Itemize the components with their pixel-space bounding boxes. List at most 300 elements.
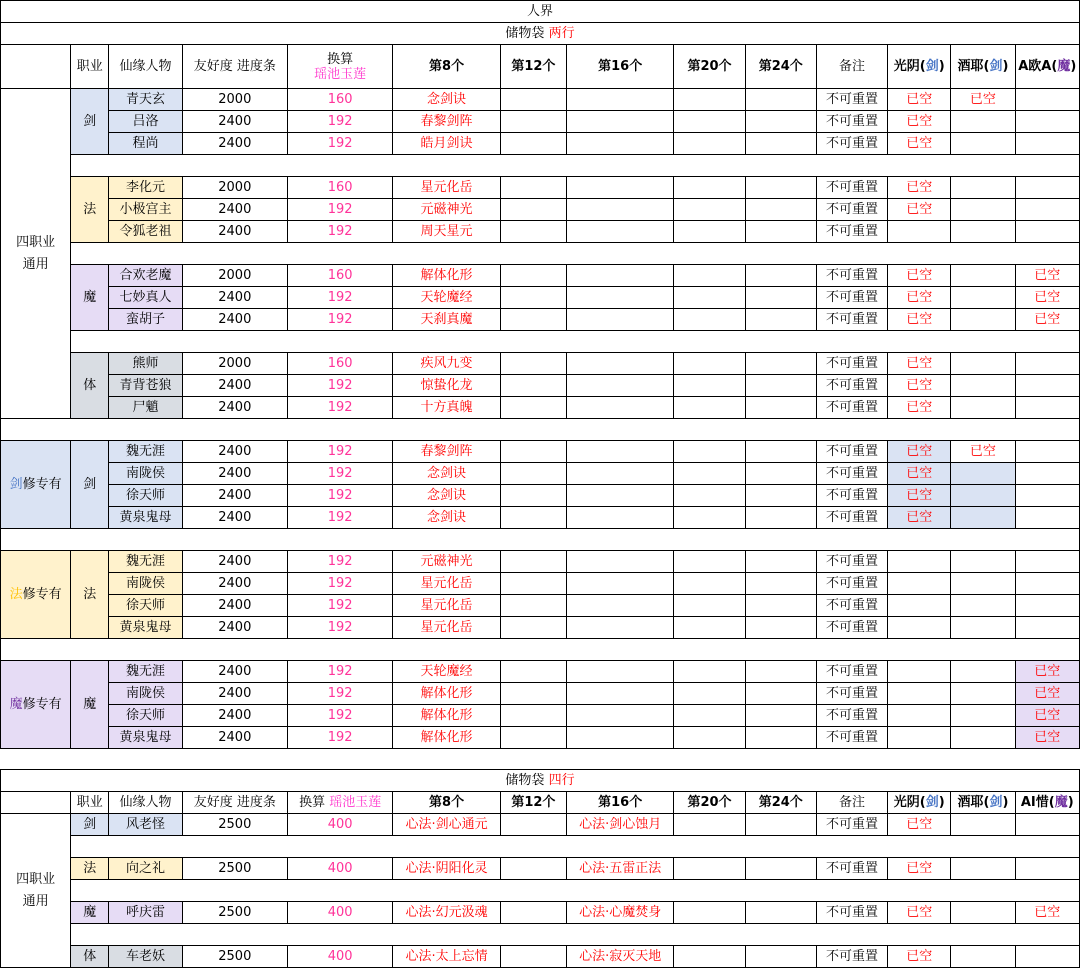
- jiuye-status: [951, 727, 1015, 749]
- slot-16: [566, 177, 673, 199]
- slot-24: [745, 375, 816, 397]
- skill-8: 念剑诀: [393, 485, 500, 507]
- slot-20: [674, 199, 745, 221]
- favor-value: 2400: [182, 133, 287, 155]
- jiuye-status: [951, 705, 1015, 727]
- aix-status: [1015, 858, 1079, 880]
- convert-value: 192: [288, 573, 393, 595]
- table-row: [1, 287, 1080, 309]
- convert-value: 192: [288, 683, 393, 705]
- character-name: 南陇侯: [109, 463, 182, 485]
- slot-24: [745, 705, 816, 727]
- slot-24: [745, 309, 816, 331]
- slot-20: [674, 397, 745, 419]
- aoa-status: 已空: [1015, 287, 1079, 309]
- character-name: 黄泉鬼母: [109, 727, 182, 749]
- table-row: [1, 375, 1080, 397]
- convert-value: 400: [288, 902, 393, 924]
- convert-value: 192: [288, 661, 393, 683]
- character-name: 蛮胡子: [109, 309, 182, 331]
- jian-special-label-job: 剑: [9, 477, 23, 492]
- aoa-status: [1015, 485, 1079, 507]
- fa-special-label-job: 法: [9, 587, 23, 602]
- slot-20: [674, 485, 745, 507]
- slot-12: [500, 199, 566, 221]
- jiuye-status: [951, 573, 1015, 595]
- header2-jiuye-label: 酒耶: [957, 795, 984, 810]
- table-row: [1, 705, 1080, 727]
- job-cell: 体: [71, 353, 109, 419]
- convert-value: 192: [288, 485, 393, 507]
- jiuye-status: 已空: [951, 441, 1015, 463]
- skill-16: 心法·剑心蚀月: [566, 814, 673, 836]
- convert-value: 192: [288, 595, 393, 617]
- slot-12: [500, 397, 566, 419]
- jiuye-status: [951, 111, 1015, 133]
- jiuye-status: [951, 375, 1015, 397]
- note-cell: 不可重置: [816, 397, 887, 419]
- favor-value: 2400: [182, 705, 287, 727]
- header-convert-unit: 瑶池玉莲: [314, 66, 367, 82]
- note-cell: 不可重置: [816, 946, 887, 968]
- header-aoa: A欧A(魔): [1015, 45, 1079, 89]
- skill-8: 天轮魔经: [393, 287, 500, 309]
- table-row: [1, 353, 1080, 375]
- slot-12: [500, 221, 566, 243]
- favor-value: 2400: [182, 727, 287, 749]
- favor-value: 2400: [182, 595, 287, 617]
- spacer-cell: [71, 331, 1080, 353]
- note-cell: 不可重置: [816, 133, 887, 155]
- job-cell: 剑: [71, 814, 109, 836]
- slot-20: [674, 309, 745, 331]
- table-row: [1, 858, 1080, 880]
- favor-value: 2500: [182, 814, 287, 836]
- character-name: 尸魈: [109, 397, 182, 419]
- slot-12: [500, 507, 566, 529]
- aoa-status: [1015, 177, 1079, 199]
- note-cell: 不可重置: [816, 551, 887, 573]
- skill-8: 星元化岳: [393, 617, 500, 639]
- slot-20: [674, 705, 745, 727]
- aoa-status: [1015, 221, 1079, 243]
- slot-24: [745, 595, 816, 617]
- note-cell: 不可重置: [816, 902, 887, 924]
- aoa-status: [1015, 111, 1079, 133]
- spacer-row: [1, 639, 1080, 661]
- note-cell: 不可重置: [816, 177, 887, 199]
- character-name: 小极宫主: [109, 199, 182, 221]
- table-row: [1, 265, 1080, 287]
- slot-16: [566, 133, 673, 155]
- slot-16: [566, 397, 673, 419]
- convert-value: 192: [288, 221, 393, 243]
- favor-value: 2500: [182, 858, 287, 880]
- spacer-cell: [71, 243, 1080, 265]
- spacer-row: [1, 419, 1080, 441]
- slot-16: [566, 111, 673, 133]
- convert-value: 400: [288, 858, 393, 880]
- slot-12: [500, 902, 566, 924]
- note-cell: 不可重置: [816, 573, 887, 595]
- favor-value: 2400: [182, 287, 287, 309]
- slot-20: [674, 353, 745, 375]
- jiuye-status: 已空: [951, 89, 1015, 111]
- section-title-suffix: 两行: [548, 26, 575, 41]
- favor-value: 2400: [182, 485, 287, 507]
- spacer-cell: [71, 880, 1080, 902]
- character-name: 黄泉鬼母: [109, 507, 182, 529]
- skill-8: 元磁神光: [393, 199, 500, 221]
- convert-value: 160: [288, 89, 393, 111]
- slot-20: [674, 617, 745, 639]
- favor-value: 2000: [182, 89, 287, 111]
- guangyin-status: [888, 617, 951, 639]
- job-cell: 体: [71, 946, 109, 968]
- slot-16: [566, 309, 673, 331]
- page-title: 人界: [1, 1, 1080, 23]
- slot-16: [566, 705, 673, 727]
- blank-header: [1, 45, 71, 89]
- note-cell: 不可重置: [816, 661, 887, 683]
- slot-12: [500, 309, 566, 331]
- guangyin-status: [888, 573, 951, 595]
- slot-16: [566, 595, 673, 617]
- table-row: [1, 485, 1080, 507]
- spacer-cell: [71, 836, 1080, 858]
- header2-convert-unit: 瑶池玉莲: [329, 795, 382, 810]
- skill-8: 疾风九变: [393, 353, 500, 375]
- jian-special-label-rest: 修专有: [22, 477, 62, 492]
- guangyin-status: 已空: [888, 858, 951, 880]
- convert-value: 160: [288, 353, 393, 375]
- guangyin-status: 已空: [888, 89, 951, 111]
- favor-value: 2000: [182, 265, 287, 287]
- job-cell: 剑: [71, 89, 109, 155]
- slot-12: [500, 617, 566, 639]
- slot-20: [674, 375, 745, 397]
- slot-16: [566, 727, 673, 749]
- slot-24: [745, 397, 816, 419]
- jiuye-status: [951, 221, 1015, 243]
- jiuye-status: [951, 287, 1015, 309]
- section2-title-prefix: 储物袋: [505, 773, 549, 788]
- slot-12: [500, 946, 566, 968]
- aoa-status: [1015, 551, 1079, 573]
- spacer-cell: [1, 529, 1080, 551]
- jian-special-label: [1, 441, 71, 529]
- note-cell: 不可重置: [816, 485, 887, 507]
- slot-20: [674, 133, 745, 155]
- guangyin-status: 已空: [888, 353, 951, 375]
- favor-value: 2000: [182, 353, 287, 375]
- aoa-status: 已空: [1015, 309, 1079, 331]
- mo-special-label: [1, 661, 71, 749]
- table-row: [1, 595, 1080, 617]
- guangyin-status: [888, 595, 951, 617]
- header-aoa-tag: 魔: [1057, 59, 1071, 74]
- character-name: 徐天师: [109, 705, 182, 727]
- favor-value: 2400: [182, 683, 287, 705]
- character-name: 风老怪: [109, 814, 182, 836]
- header2-fav: 友好度 进度条: [182, 792, 287, 814]
- table-row: [1, 199, 1080, 221]
- skill-8: 春黎剑阵: [393, 441, 500, 463]
- favor-value: 2400: [182, 551, 287, 573]
- slot-20: [674, 946, 745, 968]
- guangyin-status: [888, 551, 951, 573]
- header-jiuye-label: 酒耶: [957, 59, 984, 74]
- slot-20: [674, 727, 745, 749]
- aoa-status: 已空: [1015, 661, 1079, 683]
- slot-20: [674, 287, 745, 309]
- favor-value: 2500: [182, 946, 287, 968]
- header2-c8: 第8个: [393, 792, 500, 814]
- slot-12: [500, 463, 566, 485]
- jiuye-status: [951, 199, 1015, 221]
- spacer-row: [1, 529, 1080, 551]
- convert-value: 192: [288, 309, 393, 331]
- slot-12: [500, 595, 566, 617]
- guangyin-status: 已空: [888, 309, 951, 331]
- jiuye-status: [951, 133, 1015, 155]
- table-row: [1, 177, 1080, 199]
- character-name: 程尚: [109, 133, 182, 155]
- note-cell: 不可重置: [816, 683, 887, 705]
- header2-jiuye: 酒耶(剑): [951, 792, 1015, 814]
- slot-24: [745, 858, 816, 880]
- character-name: 青背苍狼: [109, 375, 182, 397]
- skill-8: 周天星元: [393, 221, 500, 243]
- table-row: [1, 309, 1080, 331]
- note-cell: 不可重置: [816, 111, 887, 133]
- skill-8: 天刹真魔: [393, 309, 500, 331]
- slot-20: [674, 902, 745, 924]
- slot-20: [674, 814, 745, 836]
- slot-24: [745, 199, 816, 221]
- character-name: 徐天师: [109, 485, 182, 507]
- guangyin-status: 已空: [888, 111, 951, 133]
- slot-24: [745, 814, 816, 836]
- table-row: [1, 617, 1080, 639]
- aoa-status: [1015, 573, 1079, 595]
- note-cell: 不可重置: [816, 858, 887, 880]
- aoa-status: [1015, 441, 1079, 463]
- header2-convert-label: 换算: [299, 795, 326, 810]
- slot-20: [674, 507, 745, 529]
- slot-20: [674, 573, 745, 595]
- aoa-status: 已空: [1015, 705, 1079, 727]
- header2-guangyin-tag: 剑: [925, 795, 939, 810]
- note-cell: 不可重置: [816, 617, 887, 639]
- spacer-cell: [1, 419, 1080, 441]
- skill-8: 心法·幻元汲魂: [393, 902, 500, 924]
- aoa-status: 已空: [1015, 727, 1079, 749]
- mo-special-label-job: 魔: [9, 697, 23, 712]
- note-cell: 不可重置: [816, 705, 887, 727]
- convert-value: 192: [288, 705, 393, 727]
- slot-24: [745, 463, 816, 485]
- aoa-status: 已空: [1015, 683, 1079, 705]
- skill-8: 解体化形: [393, 727, 500, 749]
- note-cell: 不可重置: [816, 221, 887, 243]
- section-title-prefix: 储物袋: [505, 26, 549, 41]
- slot-24: [745, 265, 816, 287]
- slot-24: [745, 902, 816, 924]
- skill-8: 念剑诀: [393, 89, 500, 111]
- character-name: 车老妖: [109, 946, 182, 968]
- jiuye-status: [951, 902, 1015, 924]
- convert-value: 192: [288, 287, 393, 309]
- note-cell: 不可重置: [816, 309, 887, 331]
- aoa-status: [1015, 463, 1079, 485]
- note-cell: 不可重置: [816, 814, 887, 836]
- guangyin-status: 已空: [888, 902, 951, 924]
- header-c24: 第24个: [745, 45, 816, 89]
- favor-value: 2400: [182, 221, 287, 243]
- table-row: [1, 133, 1080, 155]
- skill-8: 念剑诀: [393, 507, 500, 529]
- spacer-row: [1, 880, 1080, 902]
- note-cell: 不可重置: [816, 265, 887, 287]
- slot-24: [745, 89, 816, 111]
- header-guangyin-label: 光阴: [893, 59, 920, 74]
- header-jiuye: 酒耶(剑): [951, 45, 1015, 89]
- slot-12: [500, 485, 566, 507]
- convert-value: 192: [288, 111, 393, 133]
- jiuye-status: [951, 946, 1015, 968]
- slot-24: [745, 133, 816, 155]
- section-title: [1, 23, 1080, 45]
- header2-c12: 第12个: [500, 792, 566, 814]
- convert-value: 192: [288, 507, 393, 529]
- jiuye-status: [951, 309, 1015, 331]
- header-fav: 友好度 进度条: [182, 45, 287, 89]
- jiuye-status: [951, 177, 1015, 199]
- guangyin-status: 已空: [888, 287, 951, 309]
- guangyin-status: 已空: [888, 946, 951, 968]
- guangyin-status: [888, 221, 951, 243]
- header-convert: [288, 45, 393, 89]
- aoa-status: [1015, 199, 1079, 221]
- slot-16: [566, 507, 673, 529]
- character-name: 熊师: [109, 353, 182, 375]
- slot-24: [745, 441, 816, 463]
- table-row: [1, 221, 1080, 243]
- guangyin-status: [888, 661, 951, 683]
- spacer-row: [1, 243, 1080, 265]
- slot-16: [566, 199, 673, 221]
- convert-value: 192: [288, 441, 393, 463]
- character-name: 徐天师: [109, 595, 182, 617]
- mo-special-label-rest: 修专有: [22, 697, 62, 712]
- character-name: 合欢老魔: [109, 265, 182, 287]
- slot-16: [566, 683, 673, 705]
- table-row: [1, 397, 1080, 419]
- header-c12: 第12个: [500, 45, 566, 89]
- favor-value: 2400: [182, 441, 287, 463]
- character-name: 七妙真人: [109, 287, 182, 309]
- convert-value: 192: [288, 551, 393, 573]
- jiuye-status: [951, 551, 1015, 573]
- jiuye-status: [951, 858, 1015, 880]
- slot-20: [674, 551, 745, 573]
- guangyin-status: 已空: [888, 814, 951, 836]
- fa-special-label: [1, 551, 71, 639]
- favor-value: 2400: [182, 199, 287, 221]
- aoa-status: [1015, 617, 1079, 639]
- table-row: [1, 463, 1080, 485]
- favor-value: 2400: [182, 617, 287, 639]
- slot-20: [674, 177, 745, 199]
- slot-12: [500, 133, 566, 155]
- character-name: 魏无涯: [109, 441, 182, 463]
- guangyin-status: 已空: [888, 177, 951, 199]
- character-name: 黄泉鬼母: [109, 617, 182, 639]
- convert-value: 160: [288, 177, 393, 199]
- character-name: 魏无涯: [109, 661, 182, 683]
- header-aoa-label: A欧A: [1018, 59, 1052, 74]
- general2-label-line1: 四职业: [16, 871, 56, 887]
- character-name: 南陇侯: [109, 683, 182, 705]
- job-cell: 魔: [71, 265, 109, 331]
- slot-20: [674, 858, 745, 880]
- skill-8: 解体化形: [393, 705, 500, 727]
- jiuye-status: [951, 507, 1015, 529]
- slot-12: [500, 111, 566, 133]
- skill-8: 念剑诀: [393, 463, 500, 485]
- job-cell: 剑: [71, 441, 109, 529]
- note-cell: 不可重置: [816, 287, 887, 309]
- character-name: 李化元: [109, 177, 182, 199]
- storage-table-four-rows: [0, 769, 1080, 968]
- guangyin-status: 已空: [888, 507, 951, 529]
- fa-special-label-rest: 修专有: [22, 587, 62, 602]
- note-cell: 不可重置: [816, 89, 887, 111]
- slot-16: [566, 287, 673, 309]
- job-cell: 魔: [71, 902, 109, 924]
- skill-8: 春黎剑阵: [393, 111, 500, 133]
- slot-24: [745, 661, 816, 683]
- guangyin-status: 已空: [888, 441, 951, 463]
- slot-16: [566, 551, 673, 573]
- slot-16: [566, 221, 673, 243]
- guangyin-status: 已空: [888, 265, 951, 287]
- aoa-status: 已空: [1015, 265, 1079, 287]
- convert-value: 400: [288, 814, 393, 836]
- spacer-row: [1, 924, 1080, 946]
- skill-8: 星元化岳: [393, 595, 500, 617]
- table-row: [1, 551, 1080, 573]
- table-gap: [0, 749, 1080, 769]
- skill-8: 惊蛰化龙: [393, 375, 500, 397]
- spacer-cell: [71, 924, 1080, 946]
- slot-12: [500, 727, 566, 749]
- convert-value: 160: [288, 265, 393, 287]
- header-job: 职业: [71, 45, 109, 89]
- slot-16: [566, 353, 673, 375]
- jiuye-status: [951, 814, 1015, 836]
- character-name: 向之礼: [109, 858, 182, 880]
- favor-value: 2400: [182, 375, 287, 397]
- favor-value: 2000: [182, 177, 287, 199]
- table-row: [1, 902, 1080, 924]
- slot-24: [745, 683, 816, 705]
- skill-16: 心法·心魔焚身: [566, 902, 673, 924]
- slot-12: [500, 441, 566, 463]
- favor-value: 2400: [182, 507, 287, 529]
- slot-16: [566, 617, 673, 639]
